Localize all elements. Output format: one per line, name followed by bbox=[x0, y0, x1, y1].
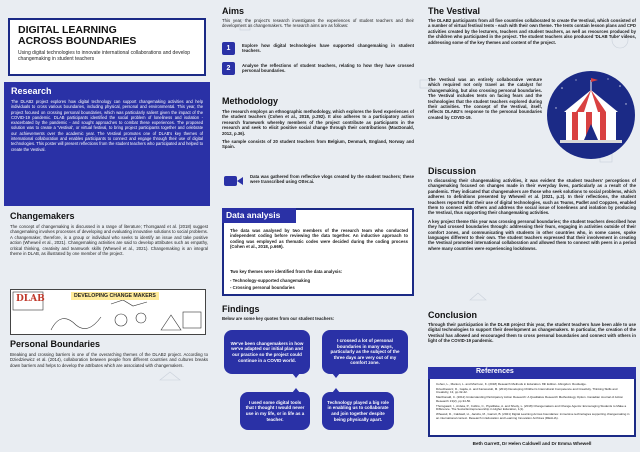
findings-heading: Findings bbox=[222, 304, 260, 314]
data-analysis-text: The data was analysed by two members of the research team who conducted independent coding before reviewing the data together. An inductive approach to coding was employed as thematic codes were decided during the coding process (Cohen et al., 2018, p.669). bbox=[230, 228, 408, 250]
reference-item: Wheweil, D., Caldwell, H., Jacobs, M., Garrett, B. (2021) Digital Learning Across boundaries: immersive technologies supporting changemaking in an international context. Research in Education and Learning Innovation Archives (REALIA). bbox=[436, 411, 630, 420]
research-box bbox=[4, 82, 210, 206]
title-box bbox=[8, 18, 206, 76]
aim-item-2 bbox=[222, 62, 414, 78]
changemakers-image-logo: DLAB bbox=[16, 294, 45, 304]
changemakers-heading: Changemakers bbox=[10, 211, 75, 221]
aim-text-1: Explore how digital technologies have supported changemaking in student teachers. bbox=[242, 43, 414, 54]
references-heading: References bbox=[476, 368, 514, 375]
aim-number-2: 2 bbox=[222, 62, 235, 75]
data-analysis-themes-intro: Two key themes were identified from the data analysis: bbox=[230, 269, 343, 274]
methodology-heading: Methodology bbox=[222, 96, 278, 106]
vestival-heading: The Vestival bbox=[428, 6, 481, 16]
aim-text-2: Analyse the reflections of student teachers, relating to how they have crossed personal boundaries. bbox=[242, 63, 414, 74]
data-analysis-heading-bar bbox=[222, 208, 296, 223]
changemakers-text: The concept of changemaking is discussed in a range of literature; Thorsgaard et al. (2018) suggest changemaking involves processes of developing and evaluating innovative solutions to social problems. A changemaker, therefore, is a group or individual who seeks to identify an issue and take positive action (Wheweil et al., 2021). Changemaking activities are said to develop attributes such as empathy, critical thinking, creativity and teamwork skills (Wheweil et al., 2021). Changemaking is an integral theme in DLAB, as illustrated by one member of the project. bbox=[10, 224, 208, 257]
references-list bbox=[436, 383, 630, 421]
vestival-text-1: The DLAB2 participants from all five countries collaborated to create the Vestival, which consisted of a number of virtual festival tents - each with their own theme. The tents contain lesson plans and CPD activities created by the lecturers, teachers and student teachers, as well as resources produced by the children who participated in the project. The student teachers also produced 'DLAB Tube' videos, addressing some of the key themes and content of the project. bbox=[428, 18, 636, 45]
circus-tent-illustration bbox=[546, 70, 636, 160]
references-box bbox=[428, 367, 636, 437]
discussion-text-2: A key project theme this year was crossing personal boundaries; the student teachers described how they had crossed boundaries through: addressing their fears, engaging in activities outside of their comfort zones, and communicating with students in other countries who, in some cases, spoke languages different to their own. The student teachers expressed that their involvement in creating the Vestival promoted international collaboration and allowed them to connect with peers in a period where many countries were experiencing lockdowns. bbox=[428, 218, 636, 251]
changemakers-illustration bbox=[10, 289, 206, 335]
data-analysis-theme-1: - Technology-supported changemaking bbox=[230, 278, 311, 283]
vestival-section bbox=[428, 6, 636, 45]
authors: Beth Garrett, Dr Helen Caldwell and Dr Emma Whewell bbox=[472, 441, 592, 446]
conclusion-section bbox=[428, 310, 636, 344]
poster-title-line1: DIGITAL LEARNING bbox=[18, 24, 117, 36]
video-camera-icon bbox=[224, 174, 244, 188]
reference-item: Cohen, L., Manion, L. and Morrison, K. (2018) Research Methods in Education. 8th Edition. Abingdon: Routledge. bbox=[436, 382, 587, 386]
aims-intro: This year, the project's research investigates the experiences of student teachers and their development as changemakers. The research aims are as follows: bbox=[222, 18, 414, 29]
changemakers-section bbox=[10, 211, 208, 256]
discussion-text-1: In discussing their changemaking activities, it was evident the student teachers' perceptions of changemaking focused on changes made in their everyday lives, particularly as a result of the pandemic. They indicated that changemakers are those who seek solutions to social problems, which adheres to definitions presented by Wheweil et al. (2021, p.2). In their reflections, the student teachers reported that their use of digital technologies, such as Teams, Padlet and Coppzen, enabled them to connect with others and address the social issue of loneliness and isolation by producing the Vestival, thus supporting their changemaking activities. bbox=[428, 178, 636, 216]
research-text: The DLAB2 project explores how digital technology can support changemaking activities and help individuals to cross various boundaries, including physical, personal and environmental. This year, the project focused on crossing personal boundaries, which was particularly salient given the impact of the COVID-19 pandemic. DLAB participants identified the social problem of loneliness and isolation - exacerbated by the pandemic - and sought approaches to combat these experiences. The proposed solution was to create a 'Vestival', or virtual festival, to bring project participants together and celebrate our achievements over the academic year. The Vestival promotes one of DLAB's key themes of international collaboration and enables participants to connect and engage through their use of digital technologies. This poster will present reflections from the student teachers who participated and helped to create the Vestival. bbox=[11, 99, 203, 152]
reference-item: Dziedziewicz, D., Gajda, A. and Karwowski, M. (2014) Developing Children's Intercultural Competence and Creativity. Thinking Skills and Creativity, 13, pp.32-42. bbox=[436, 386, 618, 395]
discussion-section bbox=[428, 166, 636, 251]
personal-boundaries-section bbox=[10, 339, 208, 368]
data-analysis-box bbox=[222, 208, 414, 296]
quote-3: I used some digital tools that I thought I would never use in my life, or in life as a teacher. bbox=[240, 392, 310, 430]
aim-item-1 bbox=[222, 42, 414, 58]
aims-heading: Aims bbox=[222, 6, 245, 16]
aim-number-1: 1 bbox=[222, 42, 235, 55]
methodology-section bbox=[222, 96, 414, 150]
video-note bbox=[222, 172, 414, 192]
vestival-text-2: The Vestival was an entirely collaborative venture which required not only travel as the catalyst for changemaking, but also crossing personal boundaries. The Vestival includes tents on facing fears and the technologies that the student teachers explored during their activities. The concept of the Vestival, itself, reflects DLAB2's response to the personal boundaries created by COVID-19. bbox=[428, 77, 542, 120]
poster-subtitle: Using digital technologies to innovate international collaborations and develop changemaking in student teachers bbox=[18, 50, 191, 63]
methodology-text: The research employs an ethnographic methodology, which explores the lived experiences of the student teachers (Cohen et al., 2018, p.292). It also adheres to a participatory action research framework whereby members of the project contribute as participants in the research and seek to elicit positive social change through their contributions (MacDonald, 2012, p.36). bbox=[222, 109, 414, 136]
aims-section bbox=[222, 6, 414, 29]
quote-2: I crossed a lot of personal boundaries in many ways, particularly as the subject of the three days are very out of my comfort zone. bbox=[322, 330, 408, 374]
quote-4: Technology played a big role in enabling us to collaborate and join together despite being physically apart. bbox=[322, 392, 394, 430]
research-heading: Research bbox=[11, 86, 52, 96]
poster-title-line2: ACROSS BOUNDARIES bbox=[18, 35, 137, 47]
reference-item: Thorsgaard, I., Ardeta, P., Collins, C., Piyatilleke, A. and Shetty, L. (2018) Changemakers and Change Agents: Encouraging Students to Make a Difference. The Social Entrepreneurship in Higher Education, 1(1). bbox=[436, 403, 627, 412]
conclusion-heading: Conclusion bbox=[428, 310, 477, 320]
findings-section bbox=[222, 304, 414, 321]
data-analysis-theme-2: - Crossing personal boundaries bbox=[230, 285, 295, 290]
video-note-text: Data was gathered from reflective vlogs created by the student teachers; these were transcribed using Otter.ai. bbox=[250, 174, 414, 185]
methodology-sample: The sample consists of 20 student teachers from Belgium, Denmark, England, Norway and Spain. bbox=[222, 139, 414, 150]
data-analysis-heading: Data analysis bbox=[226, 210, 281, 220]
quote-1: We've been changemakers in how we've adapted our initial plan and our practice so the project could continue in a COVID world. bbox=[224, 330, 310, 374]
conclusion-text: Through their participation in the DLAB project this year, the student teachers have been able to use digital technologies to support their development as changemakers. In particular, the creation of the Vestival has allowed and encouraged them to cross personal boundaries and connect with others in light of the COVID-19 pandemic. bbox=[428, 322, 636, 344]
personal-boundaries-heading: Personal Boundaries bbox=[10, 339, 101, 349]
personal-boundaries-text: Breaking and crossing barriers is one of the overarching themes of the DLAB2 project. According to Dziedziewicz et al. (2014), collaboration between people from different countries and cultures breaks down barriers and helps to develop the attributes which are associated with changemakers. bbox=[10, 352, 208, 368]
references-heading-bar bbox=[428, 367, 636, 379]
findings-intro: Below are some key quotes from our student teachers: bbox=[222, 316, 335, 321]
changemakers-image-title: DEVELOPING CHANGE MAKERS bbox=[71, 292, 159, 300]
reference-item: MacDonald, C. (2012) Understanding Participatory Action Research: A Qualitative Research Methodology Option. Canadian Journal of Action Research 13(2), pp.34-50. bbox=[436, 395, 624, 403]
discussion-heading: Discussion bbox=[428, 166, 477, 176]
